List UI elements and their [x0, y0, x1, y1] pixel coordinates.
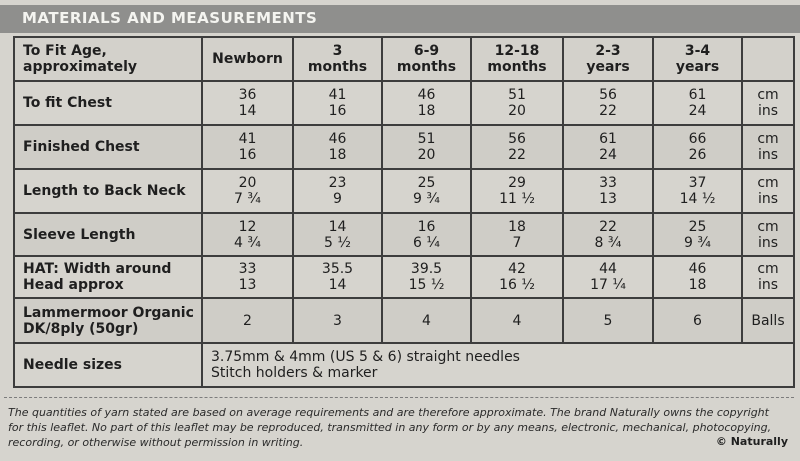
value-cell: 41 16	[293, 81, 382, 125]
value-cell: 44 17 ¼	[563, 256, 653, 298]
value-cell: 37 14 ½	[653, 169, 742, 213]
row-label: HAT: Width around Head approx	[14, 256, 202, 298]
needle-details: 3.75mm & 4mm (US 5 & 6) straight needles Stitch holders & marker	[202, 343, 794, 387]
copyright-mark: © Naturally	[715, 435, 788, 448]
value-cell: 61 24	[563, 125, 653, 169]
value-cell: 46 18	[382, 81, 471, 125]
value-cell: 5	[563, 298, 653, 343]
unit-cell: cm ins	[742, 125, 794, 169]
unit-cell: cm ins	[742, 169, 794, 213]
value-cell: 16 6 ¼	[382, 213, 471, 256]
value-cell: 25 9 ¾	[382, 169, 471, 213]
table-row	[14, 125, 794, 169]
value-cell: 42 16 ½	[471, 256, 563, 298]
value-cell: 22 8 ¾	[563, 213, 653, 256]
value-cell: 2	[202, 298, 293, 343]
value-cell: 6	[653, 298, 742, 343]
value-cell: 56 22	[471, 125, 563, 169]
row-label: Length to Back Neck	[14, 169, 202, 213]
value-cell: 23 9	[293, 169, 382, 213]
age-header: 12-18 months	[471, 37, 563, 81]
value-cell: 12 4 ¾	[202, 213, 293, 256]
value-cell: 29 11 ½	[471, 169, 563, 213]
value-cell: 39.5 15 ½	[382, 256, 471, 298]
value-cell: 36 14	[202, 81, 293, 125]
unit-cell: cm ins	[742, 213, 794, 256]
value-cell: 4	[382, 298, 471, 343]
row-label: Lammermoor Organic DK/8ply (50gr)	[14, 298, 202, 343]
value-cell: 51 20	[471, 81, 563, 125]
needle-row	[14, 343, 794, 387]
needle-label: Needle sizes	[14, 343, 202, 387]
value-cell: 25 9 ¾	[653, 213, 742, 256]
value-cell: 66 26	[653, 125, 742, 169]
value-cell: 33 13	[563, 169, 653, 213]
section-title: MATERIALS AND MEASUREMENTS	[22, 9, 318, 27]
age-header: 3-4 years	[653, 37, 742, 81]
row-label: Finished Chest	[14, 125, 202, 169]
age-header: 3 months	[293, 37, 382, 81]
row-label: To fit Chest	[14, 81, 202, 125]
value-cell: 20 7 ¾	[202, 169, 293, 213]
value-cell: 3	[293, 298, 382, 343]
measurements-table	[13, 36, 795, 388]
value-cell: 35.5 14	[293, 256, 382, 298]
value-cell: 56 22	[563, 81, 653, 125]
table-row	[14, 298, 794, 343]
section-header	[0, 5, 800, 33]
unit-cell: cm ins	[742, 81, 794, 125]
table-row	[14, 169, 794, 213]
value-cell: 51 20	[382, 125, 471, 169]
value-cell: 46 18	[653, 256, 742, 298]
value-cell: 46 18	[293, 125, 382, 169]
copyright-notice: The quantities of yarn stated are based on average requirements and are therefore approximate. The brand Naturally owns the copyright for this leaflet. No part of this leaflet may be reproduced, transmitted in any form or by any means, electronic, mechanical, photocopying, recording, or otherwise without permission in writing.	[8, 406, 772, 449]
table-row	[14, 256, 794, 298]
unit-cell: cm ins	[742, 256, 794, 298]
unit-header	[742, 37, 794, 81]
value-cell: 14 5 ½	[293, 213, 382, 256]
value-cell: 18 7	[471, 213, 563, 256]
unit-cell: Balls	[742, 298, 794, 343]
age-header: Newborn	[202, 37, 293, 81]
header-row	[14, 37, 794, 81]
value-cell: 41 16	[202, 125, 293, 169]
value-cell: 61 24	[653, 81, 742, 125]
age-header: 6-9 months	[382, 37, 471, 81]
cut-line-divider	[4, 397, 794, 398]
age-header: 2-3 years	[563, 37, 653, 81]
value-cell: 33 13	[202, 256, 293, 298]
header-row-label: To Fit Age, approximately	[14, 37, 202, 81]
row-label: Sleeve Length	[14, 213, 202, 256]
table-row	[14, 81, 794, 125]
value-cell: 4	[471, 298, 563, 343]
table-row	[14, 213, 794, 256]
